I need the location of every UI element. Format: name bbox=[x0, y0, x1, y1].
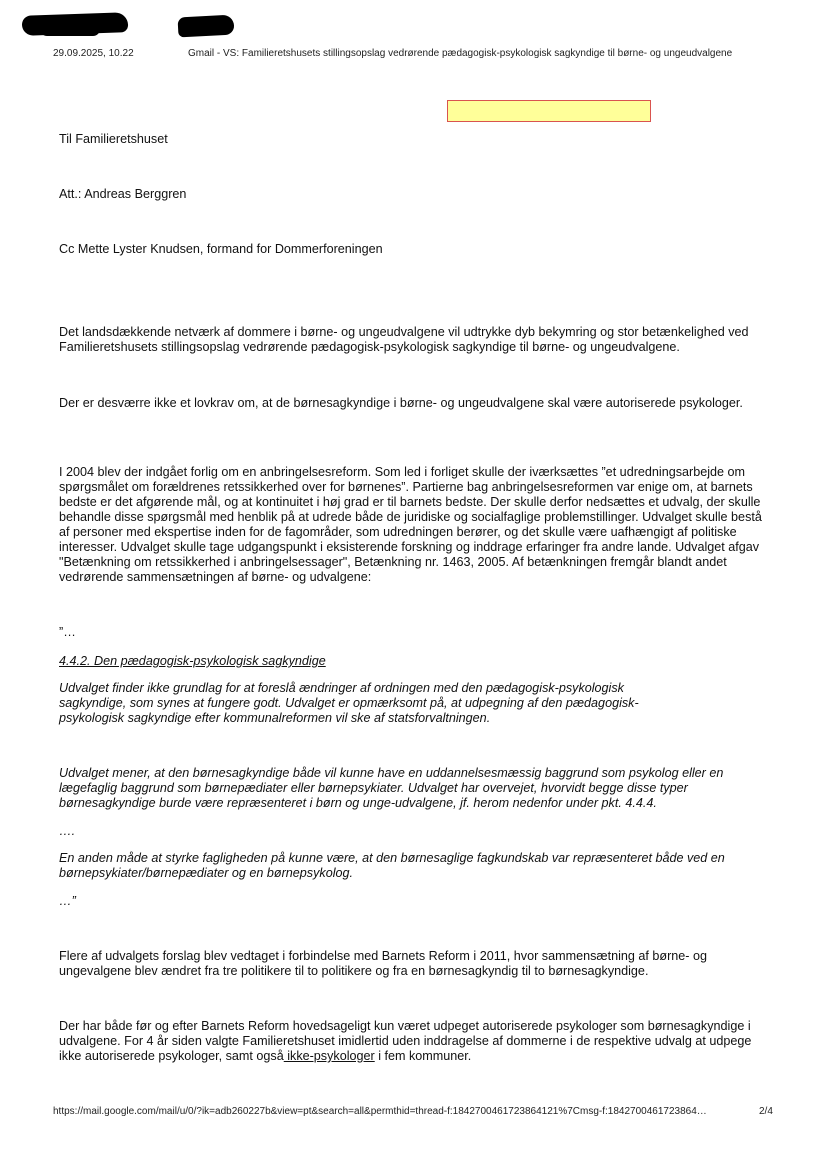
appointments-text-end: i fem kommuner. bbox=[374, 1049, 472, 1063]
paragraph-no-requirement: Der er desværre ikke et lovkrav om, at de børnesagkyndige i børne- og ungeudvalgene skal være autoriserede psykologer. bbox=[59, 396, 743, 410]
quote-open: ”… bbox=[59, 625, 76, 639]
redaction-mark-1b bbox=[40, 22, 100, 36]
paragraph-reform: Flere af udvalgets forslag blev vedtaget i forbindelse med Barnets Reform i 2011, hvor sammensætning af børne- og ungevalgene blev ændret fra tre politikere til to politikere og fra en børnesagkyndig til to børnesagkyndige. bbox=[59, 949, 707, 978]
quote-paragraph-1: Udvalget finder ikke grundlag for at foreslå ændringer af ordningen med den pædagogisk-psykologisk sagkyndige, som synes at fungere godt. Udvalget er opmærksomt på, at udpegning af den pædagogisk-psykologisk sagkyndige efter kommunalreformen vil ske af statsforvaltningen. bbox=[59, 681, 639, 725]
quote-close: …” bbox=[59, 894, 76, 908]
page-number: 2/4 bbox=[759, 1106, 773, 1117]
print-date: 29.09.2025, 10.22 bbox=[53, 48, 134, 59]
paragraph-concern: Det landsdækkende netværk af dommere i børne- og ungeudvalgene vil udtrykke dyb bekymring og stor betænkelighed ved Familieretshusets stillingsopslag vedrørende pædagogisk-psykologisk sagkyndige til børne- og ungeudvalgene. bbox=[59, 325, 749, 354]
footer-url: https://mail.google.com/mail/u/0/?ik=adb260227b&view=pt&search=all&permthid=thread-f:1842700461723864121%7Cmsg-f:1842700461723864… bbox=[53, 1106, 707, 1117]
quote-heading: 4.4.2. Den pædagogisk-psykologisk sagkyndige bbox=[59, 654, 326, 668]
paragraph-history: I 2004 blev der indgået forlig om en anbringelsesreform. Som led i forliget skulle der iværksættes ”et udredningsarbejde om spørgsmålet om forældrenes retssikkerhed over for børnenes”. Partierne bag anbringelsesreformen var enige om, at barnets bedste er det afgørende mål, og at kontinuitet i høj grad er til barnets bedste. Der skulle derfor nedsættes et udvalg, der skulle behandle disse spørgsmål med henblik på at udrede både de juridiske og socialfaglige problemstillinger. Udvalget skulle bestå af personer med ekspertise inden for de fagområder, som udredningen berører, og det skulle være uafhængigt af politiske interesser. Udvalget skulle tage udgangspunkt i eksisterende forskning og inddrage erfaringer fra andre lande. Udvalget afgav "Betænkning om retssikkerhed i anbringelsessager", Betænkning nr. 1463, 2005. Af betænkningen fremgår blandt andet vedrørende sammensætningen af børne- og udvalgene: bbox=[59, 465, 762, 584]
paragraph-appointments bbox=[59, 1019, 771, 1064]
recipient-line: Til Familieretshuset bbox=[59, 132, 168, 146]
redaction-mark-2 bbox=[178, 15, 235, 38]
appointments-text: Der har både før og efter Barnets Reform hovedsageligt kun været udpeget autoriserede psykologer som børnesagkyndige i udvalgene. For 4 år siden valgte Familieretshuset imidlertid uden inddragelse af dommerne i de respektive udvalg at udpege ikke autoriserede psykologer, samt også bbox=[59, 1019, 752, 1063]
ikke-psykologer-link[interactable]: ikke-psykologer bbox=[283, 1049, 375, 1063]
highlight-box bbox=[447, 100, 651, 122]
quote-paragraph-3: En anden måde at styrke fagligheden på kunne være, at den børnesaglige fagkundskab var repræsenteret både ved en børnepsykiater/børnepædiater og en børnepsykolog. bbox=[59, 851, 725, 880]
quote-paragraph-2: Udvalget mener, at den børnesagkyndige både vil kunne have en uddannelsesmæssig baggrund som psykolog eller en lægefaglig baggrund som børnepædiater eller børnepsykiater. Udvalget har overvejet, hvorvidt begge disse typer børnesagkyndige burde være repræsenteret i børn og unge-udvalgene, jf. herom nedenfor under pkt. 4.4.4. bbox=[59, 766, 724, 810]
cc-line: Cc Mette Lyster Knudsen, formand for Dommerforeningen bbox=[59, 242, 383, 256]
print-title: Gmail - VS: Familieretshusets stillingsopslag vedrørende pædagogisk-psykologisk sagkyndige til børne- og ungeudvalgene bbox=[188, 48, 733, 59]
quote-ellipsis: …. bbox=[59, 824, 76, 838]
attention-line: Att.: Andreas Berggren bbox=[59, 187, 187, 201]
